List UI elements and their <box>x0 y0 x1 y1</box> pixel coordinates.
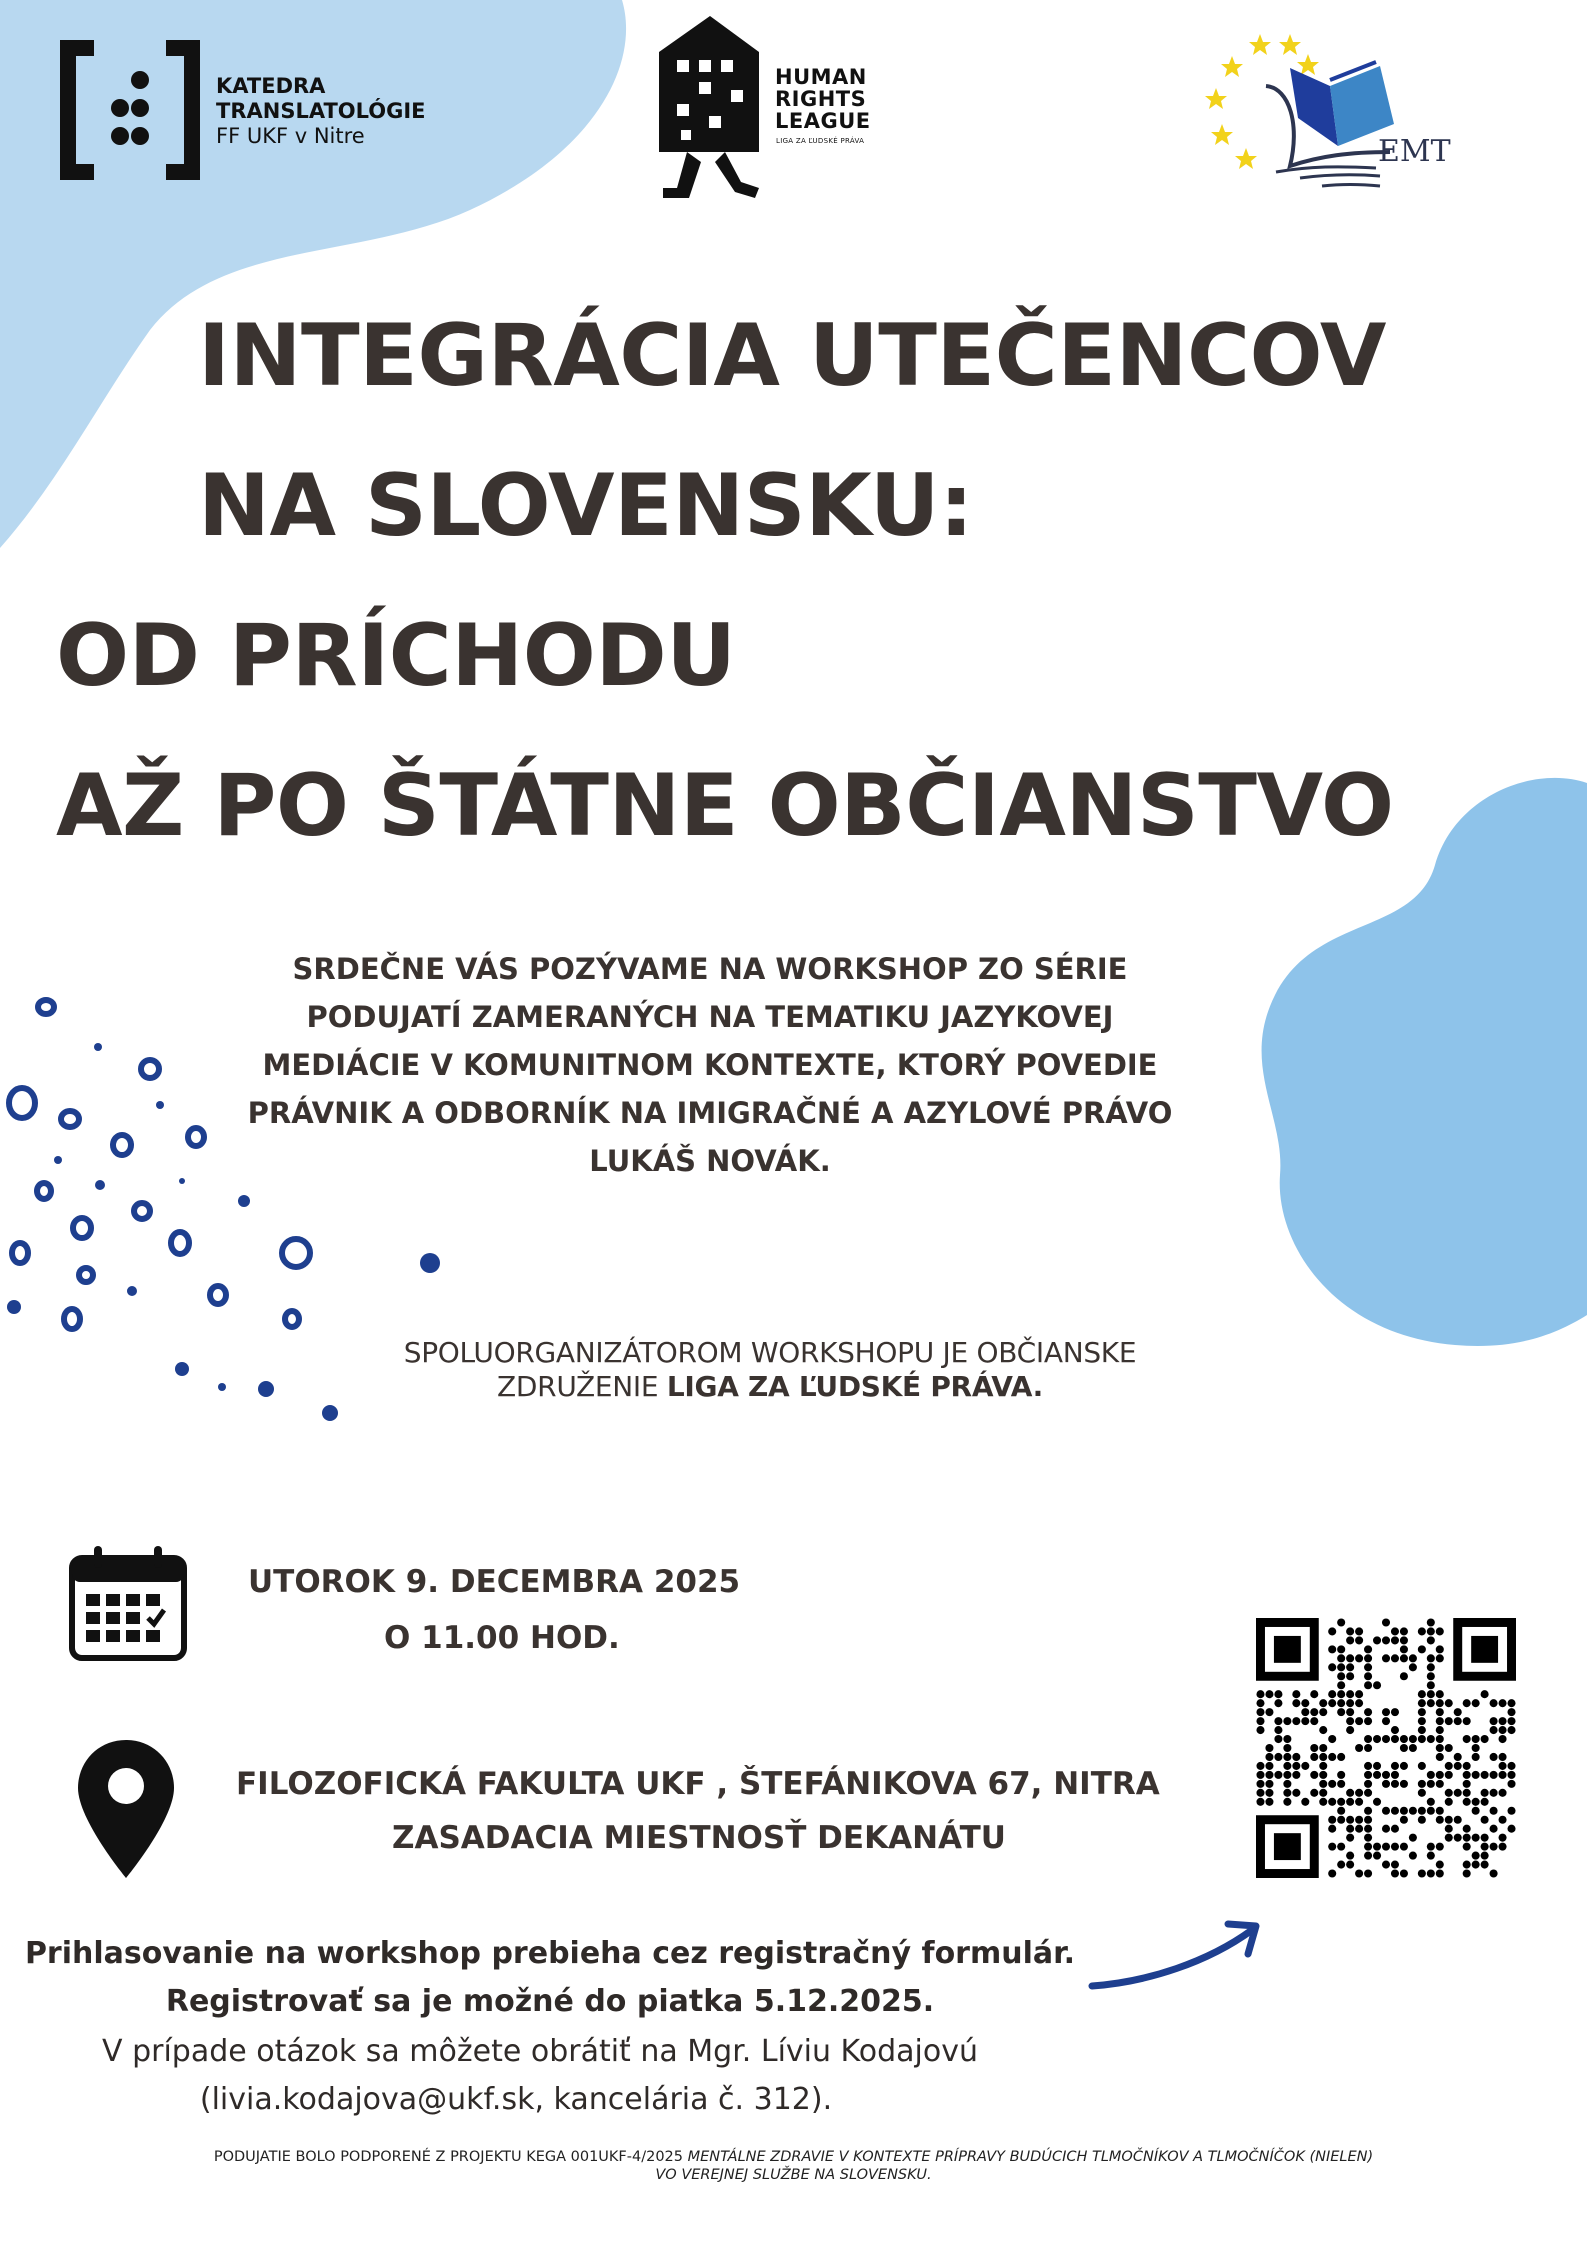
invitation-line: SRDEČNE VÁS POZÝVAME NA WORKSHOP ZO SÉRIE <box>292 952 1128 986</box>
house-figure-icon <box>655 12 765 202</box>
katedra-line3: FF UKF v Nitre <box>216 124 365 148</box>
katedra-line1: KATEDRA <box>216 74 326 98</box>
event-place-line1: FILOZOFICKÁ FAKULTA UKF , ŠTEFÁNIKOVA 67, NITRA <box>236 1766 1160 1802</box>
invitation-line: PODUJATÍ ZAMERANÝCH NA TEMATIKU JAZYKOVEJ <box>306 1000 1114 1034</box>
title-line-2: NA SLOVENSKU: <box>198 456 974 556</box>
coorganizer-name: LIGA ZA ĽUDSKÉ PRÁVA. <box>666 1370 1043 1403</box>
coorganizer-text <box>330 1336 1210 1404</box>
title-line-1: INTEGRÁCIA UTEČENCOV <box>198 306 1386 406</box>
registration-line3: V prípade otázok sa môžete obrátiť na Mgr. Líviu Kodajovú <box>102 2034 978 2069</box>
title-line-4: AŽ PO ŠTÁTNE OBČIANSTVO <box>56 756 1394 856</box>
registration-line1: Prihlasovanie na workshop prebieha cez registračný formulár. <box>24 1936 1076 1971</box>
event-date: UTOROK 9. DECEMBRA 2025 <box>248 1564 741 1600</box>
coorganizer-prefix: ZDRUŽENIE <box>497 1370 667 1403</box>
footer-project-title-cont: VO VEREJNEJ SLUŽBE NA SLOVENSKU. <box>655 2167 932 2183</box>
location-pin-icon <box>76 1738 176 1880</box>
footer-prefix: PODUJATIE BOLO PODPORENÉ Z PROJEKTU KEGA 001UKF-4/2025 <box>213 2149 688 2165</box>
event-place-line2: ZASADACIA MIESTNOSŤ DEKANÁTU <box>392 1820 1006 1856</box>
calendar-icon <box>68 1544 188 1662</box>
registration-line4: (livia.kodajova@ukf.sk, kancelária č. 312). <box>199 2082 833 2117</box>
katedra-line2: TRANSLATOLÓGIE <box>216 99 426 123</box>
eu-stars-book-icon <box>1180 26 1470 196</box>
hrl-line2: RIGHTS <box>775 87 867 111</box>
invitation-line: MEDIÁCIE V KOMUNITNOM KONTEXTE, KTORÝ POVEDIE <box>262 1048 1158 1082</box>
invitation-line: PRÁVNIK A ODBORNÍK NA IMIGRAČNÉ A AZYLOVÉ PRÁVO <box>247 1096 1173 1130</box>
footer-project-title: MENTÁLNE ZDRAVIE V KONTEXTE PRÍPRAVY BUDÚCICH TLMOČNÍKOV A TLMOČNÍČOK (NIELEN) <box>687 2149 1374 2165</box>
emt-logo <box>1180 26 1470 196</box>
event-time: O 11.00 HOD. <box>384 1620 620 1656</box>
invitation-line: LUKÁŠ NOVÁK. <box>589 1144 831 1178</box>
hrl-line3: LEAGUE <box>775 109 871 133</box>
emt-label: EMT <box>1378 134 1451 169</box>
katedra-bracket-dots-icon <box>56 36 204 186</box>
registration-line2: Registrovať sa je možné do piatka 5.12.2025. <box>165 1984 935 2019</box>
qr-code[interactable] <box>1256 1618 1516 1878</box>
title-line-3: OD PRÍCHODU <box>56 606 736 706</box>
coorganizer-line1: SPOLUORGANIZÁTOROM WORKSHOPU JE OBČIANSKE <box>403 1336 1137 1369</box>
decorative-dot <box>415 1252 445 1282</box>
background-blob-right <box>1255 775 1587 1350</box>
arrow-to-qr-icon <box>1088 1910 1270 2000</box>
footer-note <box>60 2148 1527 2184</box>
katedra-logo <box>56 36 436 186</box>
hrl-subtitle: LIGA ZA ĽUDSKÉ PRÁVA <box>776 137 865 145</box>
hrl-logo <box>655 12 895 202</box>
invitation-text <box>200 945 1220 1185</box>
hrl-line1: HUMAN <box>775 65 867 89</box>
